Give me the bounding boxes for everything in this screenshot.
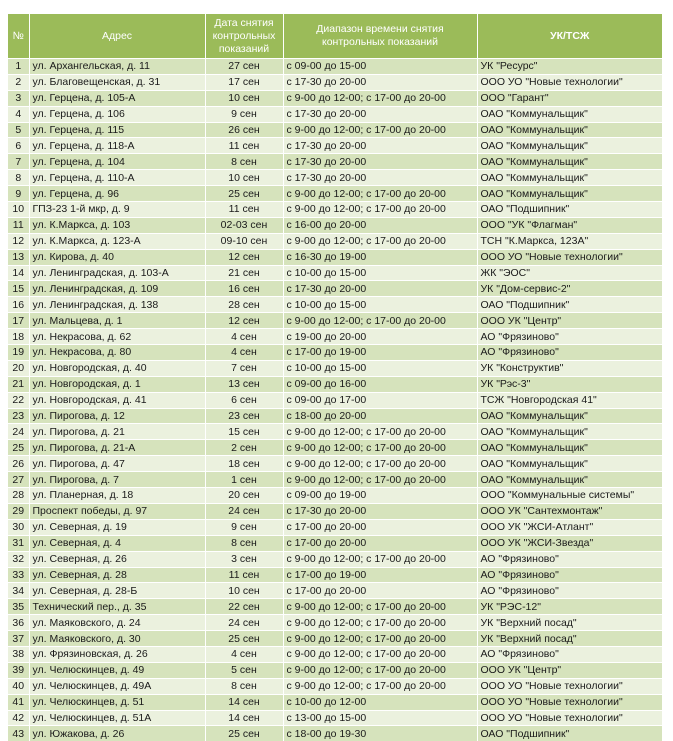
cell-num: 13 <box>8 249 29 265</box>
table-row <box>8 90 662 106</box>
cell-company: ОАО "Подшипник" <box>477 726 662 741</box>
cell-company: ОАО "Коммунальщик" <box>477 440 662 456</box>
cell-address: ул. Северная, д. 4 <box>29 535 205 551</box>
cell-address: ул. Новгородская, д. 1 <box>29 376 205 392</box>
header-date: Дата снятия контрольных показаний <box>205 14 283 59</box>
cell-date: 4 сен <box>205 329 283 345</box>
cell-date: 24 сен <box>205 503 283 519</box>
cell-company: ОАО "Коммунальщик" <box>477 106 662 122</box>
cell-company: УК "Дом-сервис-2" <box>477 281 662 297</box>
cell-address: ул. К.Маркса, д. 103 <box>29 217 205 233</box>
table-row <box>8 74 662 90</box>
cell-date: 25 сен <box>205 726 283 741</box>
cell-date: 10 сен <box>205 90 283 106</box>
cell-company: АО "Фрязиново" <box>477 567 662 583</box>
cell-num: 6 <box>8 138 29 154</box>
cell-date: 26 сен <box>205 122 283 138</box>
table-row <box>8 217 662 233</box>
cell-time-range: с 9-00 до 12-00; с 17-00 до 20-00 <box>283 233 477 249</box>
table-row <box>8 424 662 440</box>
header-row <box>8 14 662 59</box>
table-row <box>8 726 662 741</box>
cell-company: ООО УК "Сантехмонтаж" <box>477 503 662 519</box>
cell-company: УК "Ресурс" <box>477 59 662 75</box>
cell-num: 23 <box>8 408 29 424</box>
cell-time-range: с 17-30 до 20-00 <box>283 170 477 186</box>
cell-company: ООО УК "ЖСИ-Атлант" <box>477 519 662 535</box>
cell-num: 14 <box>8 265 29 281</box>
cell-date: 2 сен <box>205 440 283 456</box>
table-row <box>8 662 662 678</box>
cell-time-range: с 9-00 до 12-00; с 17-00 до 20-00 <box>283 551 477 567</box>
cell-date: 21 сен <box>205 265 283 281</box>
cell-date: 24 сен <box>205 615 283 631</box>
cell-num: 34 <box>8 583 29 599</box>
cell-company: УК "Конструктив" <box>477 360 662 376</box>
cell-date: 27 сен <box>205 59 283 75</box>
cell-time-range: с 17-30 до 20-00 <box>283 106 477 122</box>
cell-address: ул. Герцена, д. 104 <box>29 154 205 170</box>
table-row <box>8 615 662 631</box>
cell-time-range: с 10-00 до 15-00 <box>283 297 477 313</box>
cell-time-range: с 9-00 до 12-00; с 17-00 до 20-00 <box>283 424 477 440</box>
cell-address: Проспект победы, д. 97 <box>29 503 205 519</box>
cell-time-range: с 17-00 до 19-00 <box>283 567 477 583</box>
cell-company: АО "Фрязиново" <box>477 551 662 567</box>
table-row <box>8 265 662 281</box>
cell-time-range: с 9-00 до 12-00; с 17-00 до 20-00 <box>283 599 477 615</box>
cell-date: 3 сен <box>205 551 283 567</box>
table-row <box>8 551 662 567</box>
cell-num: 11 <box>8 217 29 233</box>
table-row <box>8 392 662 408</box>
cell-time-range: с 9-00 до 12-00; с 17-00 до 20-00 <box>283 678 477 694</box>
table-row <box>8 519 662 535</box>
cell-num: 43 <box>8 726 29 741</box>
cell-address: ул. Герцена, д. 110-А <box>29 170 205 186</box>
cell-address: ул. Пирогова, д. 47 <box>29 456 205 472</box>
cell-num: 9 <box>8 186 29 202</box>
cell-address: ул. Северная, д. 28-Б <box>29 583 205 599</box>
cell-date: 8 сен <box>205 678 283 694</box>
readings-schedule-table <box>8 14 662 741</box>
cell-company: ООО "УК "Флагман" <box>477 217 662 233</box>
cell-time-range: с 9-00 до 12-00; с 17-00 до 20-00 <box>283 122 477 138</box>
cell-date: 25 сен <box>205 631 283 647</box>
cell-company: ОАО "Подшипник" <box>477 297 662 313</box>
table-row <box>8 170 662 186</box>
table-body <box>8 59 662 741</box>
cell-date: 6 сен <box>205 392 283 408</box>
cell-address: ул. Ленинградская, д. 138 <box>29 297 205 313</box>
cell-time-range: с 17-00 до 20-00 <box>283 583 477 599</box>
cell-company: ООО "Гарант" <box>477 90 662 106</box>
cell-company: ООО УК "Центр" <box>477 662 662 678</box>
cell-time-range: с 18-00 до 20-00 <box>283 408 477 424</box>
cell-time-range: с 9-00 до 12-00; с 17-00 до 20-00 <box>283 646 477 662</box>
cell-address: ул. Пирогова, д. 7 <box>29 472 205 488</box>
cell-time-range: с 9-00 до 12-00; с 17-00 до 20-00 <box>283 472 477 488</box>
cell-time-range: с 9-00 до 12-00; с 17-00 до 20-00 <box>283 662 477 678</box>
table-row <box>8 456 662 472</box>
cell-time-range: с 9-00 до 12-00; с 17-00 до 20-00 <box>283 456 477 472</box>
table-row <box>8 154 662 170</box>
cell-num: 18 <box>8 329 29 345</box>
cell-date: 9 сен <box>205 106 283 122</box>
cell-num: 26 <box>8 456 29 472</box>
cell-address: ГПЗ-23 1-й мкр, д. 9 <box>29 202 205 218</box>
cell-address: Технический пер., д. 35 <box>29 599 205 615</box>
cell-company: АО "Фрязиново" <box>477 583 662 599</box>
cell-address: ул. Мальцева, д. 1 <box>29 313 205 329</box>
cell-num: 3 <box>8 90 29 106</box>
cell-company: ОАО "Коммунальщик" <box>477 170 662 186</box>
cell-company: ОАО "Коммунальщик" <box>477 424 662 440</box>
cell-time-range: с 13-00 до 15-00 <box>283 710 477 726</box>
cell-time-range: с 9-00 до 12-00; с 17-00 до 20-00 <box>283 90 477 106</box>
cell-num: 2 <box>8 74 29 90</box>
cell-date: 11 сен <box>205 202 283 218</box>
cell-num: 17 <box>8 313 29 329</box>
cell-time-range: с 17-00 до 20-00 <box>283 535 477 551</box>
cell-address: ул. К.Маркса, д. 123-А <box>29 233 205 249</box>
cell-address: ул. Ленинградская, д. 109 <box>29 281 205 297</box>
table-row <box>8 345 662 361</box>
table-row <box>8 249 662 265</box>
cell-num: 27 <box>8 472 29 488</box>
cell-time-range: с 17-30 до 20-00 <box>283 74 477 90</box>
cell-company: ТСЖ "Новгородская 41" <box>477 392 662 408</box>
cell-address: ул. Северная, д. 26 <box>29 551 205 567</box>
cell-num: 24 <box>8 424 29 440</box>
cell-address: ул. Некрасова, д. 80 <box>29 345 205 361</box>
cell-company: УК "Верхний посад" <box>477 631 662 647</box>
cell-company: УК "Рэс-3" <box>477 376 662 392</box>
cell-address: ул. Герцена, д. 96 <box>29 186 205 202</box>
cell-address: ул. Челюскинцев, д. 51 <box>29 694 205 710</box>
cell-date: 8 сен <box>205 154 283 170</box>
cell-company: ОАО "Коммунальщик" <box>477 408 662 424</box>
cell-time-range: с 9-00 до 12-00; с 17-00 до 20-00 <box>283 186 477 202</box>
cell-date: 20 сен <box>205 488 283 504</box>
cell-num: 37 <box>8 631 29 647</box>
header-num: № <box>8 14 29 59</box>
cell-address: ул. Маяковского, д. 24 <box>29 615 205 631</box>
cell-date: 12 сен <box>205 249 283 265</box>
cell-num: 38 <box>8 646 29 662</box>
cell-date: 18 сен <box>205 456 283 472</box>
cell-date: 14 сен <box>205 710 283 726</box>
table-row <box>8 202 662 218</box>
table-row <box>8 710 662 726</box>
cell-time-range: с 9-00 до 12-00; с 17-00 до 20-00 <box>283 202 477 218</box>
table-row <box>8 281 662 297</box>
cell-date: 09-10 сен <box>205 233 283 249</box>
table-row <box>8 631 662 647</box>
cell-time-range: с 09-00 до 16-00 <box>283 376 477 392</box>
cell-company: ОАО "Коммунальщик" <box>477 138 662 154</box>
header-address: Адрес <box>29 14 205 59</box>
table-row <box>8 297 662 313</box>
cell-address: ул. Благовещенская, д. 31 <box>29 74 205 90</box>
cell-address: ул. Челюскинцев, д. 51А <box>29 710 205 726</box>
cell-time-range: с 17-30 до 20-00 <box>283 154 477 170</box>
cell-company: АО "Фрязиново" <box>477 646 662 662</box>
cell-company: ООО УК "ЖСИ-Звезда" <box>477 535 662 551</box>
table-row <box>8 360 662 376</box>
cell-address: ул. Северная, д. 28 <box>29 567 205 583</box>
table-row <box>8 503 662 519</box>
cell-time-range: с 9-00 до 12-00; с 17-00 до 20-00 <box>283 631 477 647</box>
cell-num: 25 <box>8 440 29 456</box>
cell-company: ООО УО "Новые технологии" <box>477 249 662 265</box>
cell-num: 35 <box>8 599 29 615</box>
cell-address: ул. Челюскинцев, д. 49 <box>29 662 205 678</box>
table-row <box>8 694 662 710</box>
table-row <box>8 59 662 75</box>
cell-address: ул. Кирова, д. 40 <box>29 249 205 265</box>
cell-num: 40 <box>8 678 29 694</box>
cell-address: ул. Герцена, д. 105-А <box>29 90 205 106</box>
cell-company: ООО УО "Новые технологии" <box>477 74 662 90</box>
cell-date: 9 сен <box>205 519 283 535</box>
cell-company: ООО "Коммунальные системы" <box>477 488 662 504</box>
cell-company: АО "Фрязиново" <box>477 329 662 345</box>
cell-num: 20 <box>8 360 29 376</box>
table-row <box>8 440 662 456</box>
cell-address: ул. Фрязиновская, д. 26 <box>29 646 205 662</box>
cell-company: АО "Фрязиново" <box>477 345 662 361</box>
cell-date: 23 сен <box>205 408 283 424</box>
table-row <box>8 567 662 583</box>
table-row <box>8 122 662 138</box>
cell-num: 41 <box>8 694 29 710</box>
cell-time-range: с 17-00 до 19-00 <box>283 345 477 361</box>
cell-num: 19 <box>8 345 29 361</box>
cell-address: ул. Пирогова, д. 12 <box>29 408 205 424</box>
cell-num: 33 <box>8 567 29 583</box>
cell-company: ОАО "Коммунальщик" <box>477 186 662 202</box>
cell-num: 8 <box>8 170 29 186</box>
cell-time-range: с 17-30 до 20-00 <box>283 503 477 519</box>
cell-time-range: с 17-00 до 20-00 <box>283 519 477 535</box>
cell-time-range: с 10-00 до 15-00 <box>283 360 477 376</box>
cell-date: 28 сен <box>205 297 283 313</box>
cell-time-range: с 09-00 до 17-00 <box>283 392 477 408</box>
cell-company: ОАО "Коммунальщик" <box>477 456 662 472</box>
header-company: УК/ТСЖ <box>477 14 662 59</box>
cell-time-range: с 10-00 до 12-00 <box>283 694 477 710</box>
cell-company: ОАО "Коммунальщик" <box>477 122 662 138</box>
cell-date: 13 сен <box>205 376 283 392</box>
table-row <box>8 678 662 694</box>
cell-date: 11 сен <box>205 567 283 583</box>
table-row <box>8 599 662 615</box>
table-row <box>8 186 662 202</box>
cell-num: 21 <box>8 376 29 392</box>
table-row <box>8 646 662 662</box>
cell-company: ООО УО "Новые технологии" <box>477 694 662 710</box>
cell-time-range: с 19-00 до 20-00 <box>283 329 477 345</box>
cell-date: 10 сен <box>205 583 283 599</box>
cell-address: ул. Новгородская, д. 40 <box>29 360 205 376</box>
cell-time-range: с 18-00 до 19-30 <box>283 726 477 741</box>
cell-num: 42 <box>8 710 29 726</box>
cell-address: ул. Ленинградская, д. 103-А <box>29 265 205 281</box>
cell-company: ОАО "Коммунальщик" <box>477 472 662 488</box>
table-header <box>8 14 662 59</box>
cell-date: 10 сен <box>205 170 283 186</box>
cell-time-range: с 17-30 до 20-00 <box>283 138 477 154</box>
cell-date: 16 сен <box>205 281 283 297</box>
cell-time-range: с 10-00 до 15-00 <box>283 265 477 281</box>
table-row <box>8 472 662 488</box>
cell-date: 15 сен <box>205 424 283 440</box>
cell-address: ул. Пирогова, д. 21-А <box>29 440 205 456</box>
table-row <box>8 488 662 504</box>
cell-time-range: с 09-00 до 15-00 <box>283 59 477 75</box>
cell-company: ОАО "Подшипник" <box>477 202 662 218</box>
cell-address: ул. Северная, д. 19 <box>29 519 205 535</box>
cell-time-range: с 9-00 до 12-00; с 17-00 до 20-00 <box>283 313 477 329</box>
cell-num: 10 <box>8 202 29 218</box>
cell-date: 8 сен <box>205 535 283 551</box>
cell-time-range: с 16-00 до 20-00 <box>283 217 477 233</box>
cell-address: ул. Южакова, д. 26 <box>29 726 205 741</box>
cell-company: ООО УО "Новые технологии" <box>477 678 662 694</box>
cell-num: 29 <box>8 503 29 519</box>
table-row <box>8 233 662 249</box>
cell-address: ул. Герцена, д. 106 <box>29 106 205 122</box>
cell-date: 02-03 сен <box>205 217 283 233</box>
cell-num: 4 <box>8 106 29 122</box>
cell-company: ТСН "К.Маркса, 123А" <box>477 233 662 249</box>
table-row <box>8 106 662 122</box>
cell-num: 36 <box>8 615 29 631</box>
cell-date: 4 сен <box>205 345 283 361</box>
cell-time-range: с 9-00 до 12-00; с 17-00 до 20-00 <box>283 615 477 631</box>
table-row <box>8 583 662 599</box>
table-row <box>8 329 662 345</box>
cell-date: 25 сен <box>205 186 283 202</box>
cell-address: ул. Маяковского, д. 30 <box>29 631 205 647</box>
cell-address: ул. Планерная, д. 18 <box>29 488 205 504</box>
table-row <box>8 535 662 551</box>
cell-date: 7 сен <box>205 360 283 376</box>
cell-address: ул. Герцена, д. 115 <box>29 122 205 138</box>
cell-num: 39 <box>8 662 29 678</box>
cell-address: ул. Новгородская, д. 41 <box>29 392 205 408</box>
cell-time-range: с 16-30 до 19-00 <box>283 249 477 265</box>
cell-num: 16 <box>8 297 29 313</box>
cell-num: 12 <box>8 233 29 249</box>
cell-address: ул. Архангельская, д. 11 <box>29 59 205 75</box>
cell-date: 1 сен <box>205 472 283 488</box>
cell-num: 32 <box>8 551 29 567</box>
cell-num: 30 <box>8 519 29 535</box>
cell-date: 14 сен <box>205 694 283 710</box>
cell-date: 17 сен <box>205 74 283 90</box>
cell-date: 11 сен <box>205 138 283 154</box>
header-time-range: Диапазон времени снятия контрольных показаний <box>283 14 477 59</box>
cell-num: 1 <box>8 59 29 75</box>
cell-company: ООО УО "Новые технологии" <box>477 710 662 726</box>
table-row <box>8 313 662 329</box>
cell-address: ул. Челюскинцев, д. 49А <box>29 678 205 694</box>
cell-company: ЖК "ЭОС" <box>477 265 662 281</box>
cell-time-range: с 9-00 до 12-00; с 17-00 до 20-00 <box>283 440 477 456</box>
cell-company: ОАО "Коммунальщик" <box>477 154 662 170</box>
cell-time-range: с 17-30 до 20-00 <box>283 281 477 297</box>
cell-num: 31 <box>8 535 29 551</box>
cell-num: 28 <box>8 488 29 504</box>
cell-date: 5 сен <box>205 662 283 678</box>
cell-company: УК "Верхний посад" <box>477 615 662 631</box>
table-row <box>8 376 662 392</box>
cell-address: ул. Некрасова, д. 62 <box>29 329 205 345</box>
cell-num: 22 <box>8 392 29 408</box>
cell-address: ул. Герцена, д. 118-А <box>29 138 205 154</box>
cell-date: 22 сен <box>205 599 283 615</box>
table-row <box>8 138 662 154</box>
cell-num: 7 <box>8 154 29 170</box>
cell-date: 12 сен <box>205 313 283 329</box>
cell-date: 4 сен <box>205 646 283 662</box>
cell-time-range: с 09-00 до 19-00 <box>283 488 477 504</box>
cell-company: УК "РЭС-12" <box>477 599 662 615</box>
cell-num: 5 <box>8 122 29 138</box>
cell-company: ООО УК "Центр" <box>477 313 662 329</box>
cell-address: ул. Пирогова, д. 21 <box>29 424 205 440</box>
cell-num: 15 <box>8 281 29 297</box>
table-row <box>8 408 662 424</box>
